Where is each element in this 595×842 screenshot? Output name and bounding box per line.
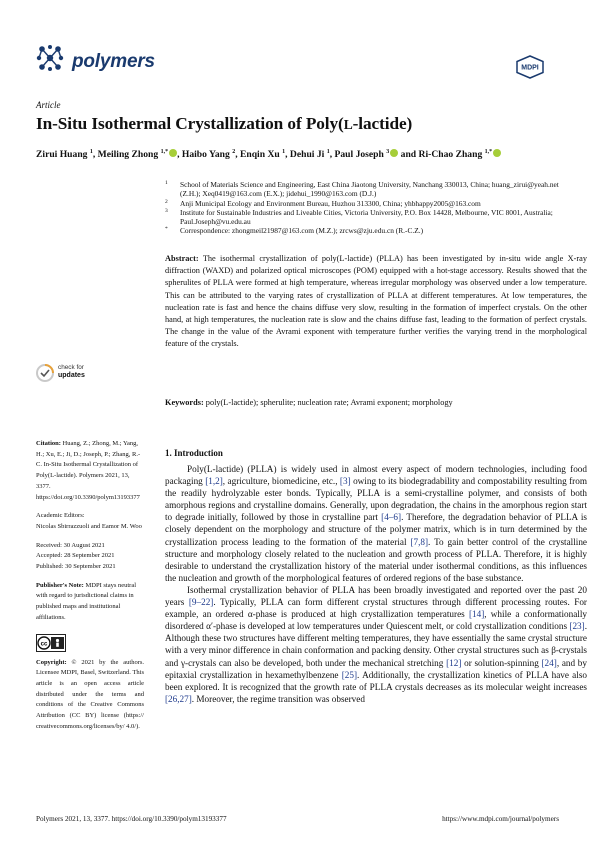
citation-link[interactable]: [23] <box>569 621 585 632</box>
paragraph-text: . Although these two structures have different melting temperatures, they have essentially the same crystal structure with a very minor difference in chain conformation and packing density. Other crystal structures such as β-crystals and γ-crystals can also be developed, both under the mechanical stretching <box>165 621 587 668</box>
citation-link[interactable]: [3] <box>339 476 351 487</box>
author[interactable]: Ri-Chao Zhang $^{1,*}$ <box>418 149 493 161</box>
paragraph-text: . Typically, PLLA can form different crystal structures through different processing routes. For example, an ordered α-phase is produced at high crystallization temperatures <box>165 597 587 620</box>
citation-link[interactable]: [14] <box>468 609 485 620</box>
author-list: Zirui Huang $^1$, Meiling Zhong $^{1,*}$ , Haibo Yang $^2$, Enqin Xu $^1$, Dehui Ji $^1$, Paul Joseph $^3$ and Ri-Chao Zhang $^{1,*}$ <box>36 149 576 160</box>
affiliation-1: 1 School of Materials Science and Engineering, East China Jiaotong University, Nanchang 330013, China; huang_zirui@yeah.net (Z.H.); Xeq0419@163.com (E.X.); jidehui_1990@163.com (D.J.) <box>165 180 559 199</box>
dates: Received: 30 August 2021 Accepted: 28 September 2021 Published: 30 September 2021 <box>36 541 116 571</box>
paragraph-text: , agriculture, biomedicine, etc., <box>222 476 340 487</box>
orcid-icon[interactable] <box>169 149 177 157</box>
affiliations <box>165 180 565 236</box>
article-type: Article <box>36 100 61 110</box>
title-part-1: In-Situ Isothermal Crystallization of Poly( <box>36 114 344 133</box>
abstract-text: The isothermal crystallization of poly(L-lactide) (PLLA) has been investigated by in-situ wide angle X-ray diffraction (WAXD) and polarized optical microscopes (POM) equipped with a hot-stage accessory. Results showed that the spherulites of PLLA were formed at high temperature, whereas irregular morphology was observed under a low temperature. This can be attributed to the varying rates of crystallization of PLLA at different temperatures. At low temperatures, the nucleation rate is fast and hence the chains diffuse very slow, resulting in the formation of imperfect crystals. On the other hand, at high temperatures, the nucleation rate is slow and the chains diffuse fast, leading to the formation of perfect crystals. The change in the value of the Avrami exponent with temperature further verifies the varying trend in the morphological feature of the crystals. <box>165 254 587 349</box>
paragraph-text: , while a conformationally disordered α′-phase is developed at low temperatures under Quiescent melt, or cold crystallization conditions <box>165 609 587 632</box>
author[interactable]: Zirui Huang $^1$ <box>36 149 93 161</box>
author[interactable]: Haibo Yang $^2$ <box>181 149 236 161</box>
paragraph-text: . To gain better control of the crystalline structure and morphology closely related to the nucleation and growth process of PLLA. Therefore, it is highly desirable to understand the crystallization history of the material under isothermal conditions, as this influences the nucleation and growth of the morphological features of ordered regions of the base substance. <box>165 536 588 583</box>
citation-link[interactable]: [25] <box>341 669 358 680</box>
check-for-updates-badge[interactable] <box>36 362 118 384</box>
title-part-2: -lactide) <box>352 114 413 133</box>
mdpi-logo <box>515 55 545 79</box>
affiliation-3: 3 Institute for Sustainable Industries and Liveable Cities, Victoria University, P.O. Box 14428, Melbourne, VIC 8001, Australia; Paul.Joseph@vu.edu.au <box>165 207 553 227</box>
polymers-molecule-icon <box>36 44 64 72</box>
footer-citation: Polymers 2021, 13, 3377. https://doi.org/10.3390/polym13193377 <box>36 815 227 823</box>
paragraph-text: , and by epitaxial crystallization in hexamethylbenzene <box>165 657 587 680</box>
keywords-text: poly(L-lactide); spherulite; nucleation rate; Avrami exponent; morphology <box>205 398 453 407</box>
keywords-label: Keywords: <box>165 398 204 407</box>
citation-link[interactable]: [7,8] <box>410 536 429 547</box>
citation: Citation: Huang, Z.; Zhong, M.; Yang, H.; Xu, E.; Ji, D.; Joseph, P.; Zhang, R.-C. In-Situ Isothermal Crystallization of Poly(L-lactide). Polymers 2021, 13, 3377. https://doi.org/10.3390/polym13193377 <box>36 440 141 501</box>
citation-link[interactable]: [26,27] <box>165 693 192 704</box>
paragraph-text: . Moreover, the regime transition was observed <box>191 693 365 704</box>
mdpi-logo-icon <box>515 55 545 79</box>
author-and: and <box>400 149 417 161</box>
check-line-2: updates <box>58 371 85 379</box>
citation-link[interactable]: [24] <box>541 657 557 668</box>
sidebar <box>36 439 144 740</box>
paragraph-text: . Additionally, the crystallization kinetics of PLLA have also been explored. It is recognized that the growth rate of PLLA crystals decreases as its molecular weight increases <box>165 669 587 692</box>
publisher-note: Publisher's Note: MDPI stays neutral with regard to jurisdictional claims in published maps and institutional affiliations. <box>36 581 137 621</box>
correspondence: * Correspondence: zhongmeil21987@163.com (M.Z.); zrcws@zju.edu.cn (R.-C.Z.) <box>165 226 424 236</box>
mdpi-logo-text: MDPI <box>521 64 539 72</box>
section-heading-introduction: 1. Introduction <box>165 448 223 458</box>
abstract-label: Abstract: <box>165 254 199 263</box>
author[interactable]: Meiling Zhong $^{1,*}$ <box>97 149 169 161</box>
citation-link[interactable]: [4–6] <box>381 512 402 523</box>
paragraph-text: owing to its biodegradability and compostability resulting from the readily hydrolyzable ester bonds. Typically, PLLA is a semi-crystalline polymer, and consists of both amorphous regions and crystalline domains. Generally, upon degradation, the chains in the amorphous region start to degrade initially, followed by those in crystalline part <box>165 476 587 523</box>
author[interactable]: Dehui Ji $^1$ <box>289 149 330 161</box>
title-l-smallcaps: L <box>343 117 353 132</box>
academic-editors: Academic Editors: Nicolas Sbirrazzuoli and Eamor M. Woo <box>36 512 142 530</box>
paragraph-2 <box>165 584 587 705</box>
cc-by-license-icon[interactable] <box>36 634 66 652</box>
keywords <box>165 397 587 409</box>
paragraph-text: . Therefore, the degradation behavior of PLLA is closely dependent on the morphology and structure of the polymer matrix, which is in turn determined by the crystallization process leading to the formation of the material <box>165 512 588 547</box>
paragraph-text: Isothermal crystallization behavior of PLLA has been broadly investigated and reported over the past 20 years <box>165 584 587 608</box>
orcid-icon[interactable] <box>493 149 501 157</box>
paragraph-1 <box>165 463 587 584</box>
abstract <box>165 253 587 351</box>
article-title <box>36 114 412 134</box>
copyright: Copyright: © 2021 by the authors. Licensee MDPI, Basel, Switzerland. This article is an open access article distributed under the terms and conditions of the Creative Commons Attribution (CC BY) license (https:// creativecommons.org/licenses/by/ 4.0/). <box>36 658 145 730</box>
paragraph-text: or solution-spinning <box>461 657 542 668</box>
author[interactable]: Enqin Xu $^1$ <box>239 149 286 161</box>
citation-link[interactable]: [9–22] <box>188 597 214 608</box>
citation-link[interactable]: [12] <box>446 657 462 668</box>
check-line-1: check for <box>58 364 84 371</box>
affiliation-2: 2 Anji Municipal Ecology and Environment Bureau, Huzhou 313300, China; yhbhappy2005@163.com <box>165 198 481 208</box>
journal-name: polymers <box>72 51 155 72</box>
citation-link[interactable]: [1,2] <box>205 476 223 487</box>
svg-text:cc: cc <box>40 641 48 648</box>
check-updates-icon <box>36 364 54 382</box>
footer-journal-link[interactable]: https://www.mdpi.com/journal/polymers <box>442 815 559 823</box>
body-text <box>165 463 587 705</box>
author[interactable]: Paul Joseph $^3$ <box>334 149 390 161</box>
orcid-icon[interactable] <box>390 149 398 157</box>
paragraph-text: Poly(L-lactide) (PLLA) is widely used in almost every aspect of modern technologies, including food packaging <box>165 464 587 487</box>
